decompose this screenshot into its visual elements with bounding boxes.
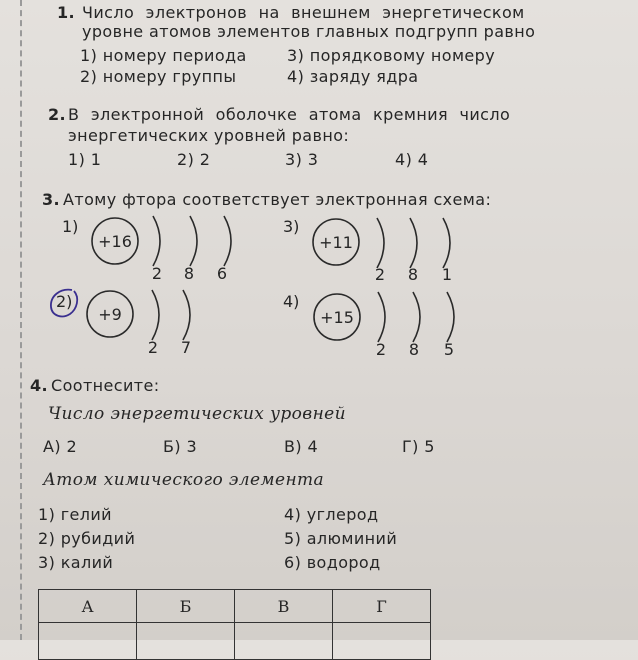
scheme-3-shell-1 — [377, 218, 384, 268]
scheme-3-shell-3 — [443, 218, 450, 268]
q4-element-6: 6) водород — [284, 553, 381, 572]
q1-option-1: 1) номеру периода — [80, 46, 247, 65]
scheme-2-shell-1 — [152, 290, 159, 340]
answer-cell-c[interactable] — [235, 623, 333, 660]
scheme-1-electrons-2: 8 — [183, 264, 195, 283]
answer-table-header-a: А — [39, 590, 137, 623]
scheme-2-electrons-1: 2 — [147, 338, 159, 357]
scheme-2-shell-2 — [183, 290, 190, 340]
scheme-4-shell-1 — [378, 292, 385, 342]
q4-number: 4. — [30, 376, 49, 395]
scheme-4-electrons-1: 2 — [375, 340, 387, 359]
q3-number: 3. — [42, 190, 61, 209]
scheme-1-shell-2 — [190, 216, 197, 266]
answer-table-answer-row — [39, 623, 431, 660]
q4-level-d: Г) 5 — [402, 437, 435, 456]
q4-text: Соотнесите: — [51, 376, 160, 395]
scheme-2-charge: +9 — [98, 305, 122, 324]
q4-element-5: 5) алюминий — [284, 529, 398, 548]
scheme-3 — [283, 217, 452, 284]
scheme-4-charge: +15 — [320, 308, 354, 327]
q4-element-2: 2) рубидий — [38, 529, 136, 548]
scheme-4-shell-3 — [447, 292, 454, 342]
q1-option-3: 3) порядковому номеру — [287, 46, 496, 65]
scheme-1-electrons-1: 2 — [151, 264, 163, 283]
answer-cell-b[interactable] — [137, 623, 235, 660]
scheme-3-charge: +11 — [319, 233, 353, 252]
q2-option-2: 2) 2 — [177, 150, 211, 169]
scheme-4-electrons-2: 8 — [408, 340, 420, 359]
q1-option-4: 4) заряду ядра — [287, 67, 419, 86]
q2-option-1: 1) 1 — [68, 150, 102, 169]
scheme-2-label: 2) — [56, 292, 73, 311]
q1-text-line1: Число электронов на внешнем энергетическом — [82, 3, 525, 22]
answer-table-header-row — [39, 590, 431, 623]
scheme-1-shell-3 — [224, 216, 231, 266]
q2-option-4: 4) 4 — [395, 150, 429, 169]
scheme-1-shell-1 — [153, 216, 160, 266]
scheme-4-label: 4) — [283, 292, 300, 311]
answer-cell-d[interactable] — [333, 623, 431, 660]
scheme-1-charge: +16 — [98, 232, 132, 251]
q3-text: Атому фтора соответствует электронная схема: — [63, 190, 492, 209]
q2-option-3: 3) 3 — [285, 150, 319, 169]
scheme-4-shell-2 — [413, 292, 420, 342]
answer-table-header-c: В — [235, 590, 333, 623]
q4-level-b: Б) 3 — [163, 437, 198, 456]
scheme-1-electrons-3: 6 — [216, 264, 228, 283]
q4-subtitle-levels: Число энергетических уровней — [48, 404, 346, 424]
q2-text-line1: В электронной оболочке атома кремния число — [68, 105, 511, 124]
scheme-1-label: 1) — [62, 217, 79, 236]
scheme-1 — [62, 216, 231, 283]
scheme-4-electrons-3: 5 — [443, 340, 455, 359]
q4-element-1: 1) гелий — [38, 505, 112, 524]
q4-element-4: 4) углерод — [284, 505, 379, 524]
scheme-3-shell-2 — [410, 218, 417, 268]
scheme-3-label: 3) — [283, 217, 300, 236]
answer-table-header-d: Г — [333, 590, 431, 623]
answer-table-header-b: Б — [137, 590, 235, 623]
q4-subtitle-atoms: Атом химического элемента — [43, 470, 325, 490]
scheme-3-electrons-2: 8 — [407, 265, 419, 284]
q4-level-c: В) 4 — [284, 437, 319, 456]
answer-table — [38, 589, 431, 660]
q2-text-line2: энергетических уровней равно: — [68, 126, 350, 145]
scheme-2-electrons-2: 7 — [180, 338, 192, 357]
scheme-4 — [283, 292, 454, 359]
scheme-3-electrons-1: 2 — [374, 265, 386, 284]
q4-element-3: 3) калий — [38, 553, 114, 572]
q2-number: 2. — [48, 105, 67, 124]
q1-text-line2: уровне атомов элементов главных подгрупп равно — [82, 22, 536, 41]
q4-level-a: А) 2 — [43, 437, 78, 456]
q1-number: 1. — [57, 3, 76, 22]
scheme-2 — [51, 290, 191, 357]
answer-cell-a[interactable] — [39, 623, 137, 660]
scheme-3-electrons-3: 1 — [441, 265, 453, 284]
q1-option-2: 2) номеру группы — [80, 67, 237, 86]
